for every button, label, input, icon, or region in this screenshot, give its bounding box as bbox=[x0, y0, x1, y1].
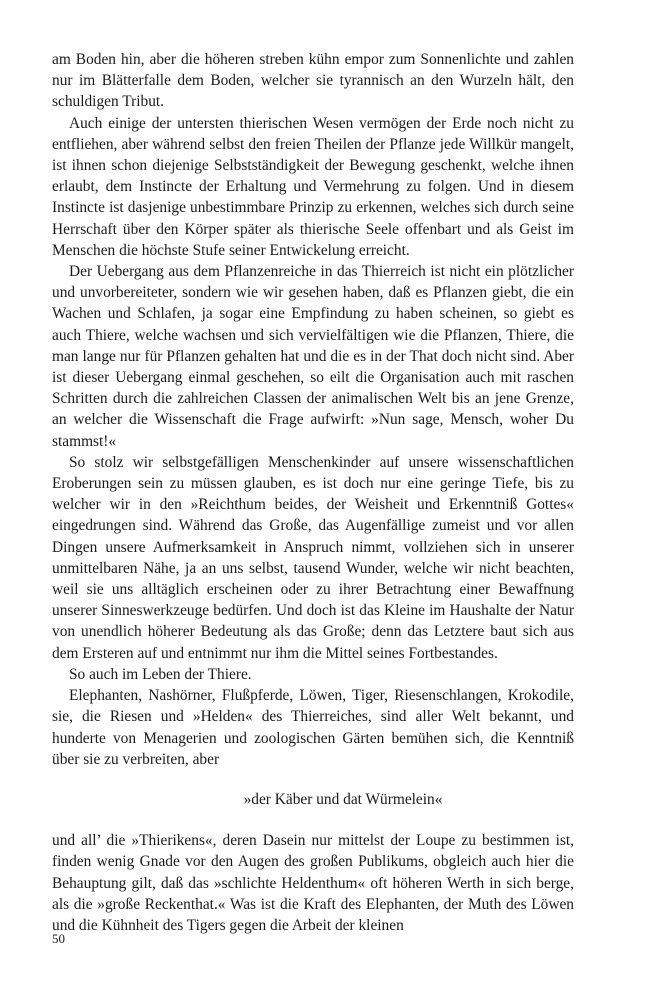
page-body bbox=[52, 49, 574, 936]
page-number: 50 bbox=[52, 931, 65, 946]
paragraph-1: am Boden hin, aber die höheren streben kühn empor zum Sonnenlichte und zahlen nur im Blätterfalle dem Boden, welcher sie tyrannisch an den Wurzeln hält, den schuldigen Tribut. bbox=[52, 51, 574, 111]
quoted-verse: »der Käber und dat Würmelein« bbox=[243, 790, 443, 808]
paragraph-2: Auch einige der untersten thierischen Wesen vermögen der Erde noch nicht zu entfliehen, aber während selbst den freien Theilen der Pflanze jede Willkür mangelt, ist ihnen schon diejenige Selbstständigkeit der Bewegung geschenkt, welche ihnen erlaubt, dem Instincte der Erhaltung und Vermehrung zu folgen. Und in diesem Instincte ist dasjenige unbestimmbare Prinzip zu erkennen, welches sich durch seine Herrschaft über den Körper später als thierische Seele offenbart und als Geist im Menschen die höchste Stufe seiner Entwickelung erreicht. bbox=[52, 114, 574, 259]
paragraph-continuation: und all’ die »Thierikens«, deren Dasein nur mittelst der Loupe zu bestimmen ist, finden wenig Gnade vor den Augen des großen Publikums, obgleich auch hier die Behauptung gilt, daß das »schlichte Heldenthum« oft höheren Werth in sich berge, als die »große Reckenthat.« Was ist die Kraft des Elephanten, der Muth des Löwen und die Kühnheit des Tigers gegen die Arbeit der kleinen bbox=[52, 832, 574, 934]
paragraph-6: Elephanten, Nashörner, Flußpferde, Löwen, Tiger, Riesenschlangen, Krokodile, sie, die Riesen und »Helden« des Thierreiches, sind aller Welt bekannt, und hunderte von Menagerien und zoologischen Gärten bemühen sich, die Kenntniß über sie zu verbreiten, aber bbox=[52, 687, 574, 768]
paragraph-3: Der Uebergang aus dem Pflanzenreiche in das Thierreich ist nicht ein plötzlicher und unvorbereiteter, sondern wie wir gesehen haben, daß es Pflanzen giebt, die ein Wachen und Schlafen, ja sogar eine Empfindung zu haben scheinen, so giebt es auch Thiere, welche wachsen und sich vervielfältigen wie die Pflanzen, Thiere, die man lange nur für Pflanzen gehalten hat und die es in der That doch nicht sind. Aber ist dieser Uebergang einmal geschehen, so eilt die Organisation auch mit raschen Schritten durch die zahlreichen Classen der animalischen Welt bis an jene Grenze, an welcher die Wissenschaft die Frage aufwirft: »Nun sage, Mensch, woher Du stammst!« bbox=[52, 263, 574, 450]
paragraph-5: So auch im Leben der Thiere. bbox=[69, 665, 252, 683]
paragraph-4: So stolz wir selbstgefälligen Menschenkinder auf unsere wissenschaftlichen Eroberungen sein zu müssen glauben, es ist doch nur eine geringe Tiefe, bis zu welcher wir in den »Reichthum beides, der Weisheit und Erkenntniß Gottes« eingedrungen sind. Während das Große, das Augenfällige zumeist und vor allen Dingen unsere Aufmerksamkeit in Anspruch nimmt, vollziehen sich in unserer unmittelbaren Nähe, ja an uns selbst, tausend Wunder, welche wir nicht beachten, weil sie uns alltäglich erscheinen oder zu ihrer Betrachtung einer Bewaffnung unserer Sinneswerkzeuge bedürfen. Und doch ist das Kleine im Haushalte der Natur von unendlich höherer Bedeutung als das Große; denn das Letztere baut sich aus dem Ersteren auf und entnimmt nur ihm die Mittel seines Fortbestandes. bbox=[52, 453, 574, 662]
